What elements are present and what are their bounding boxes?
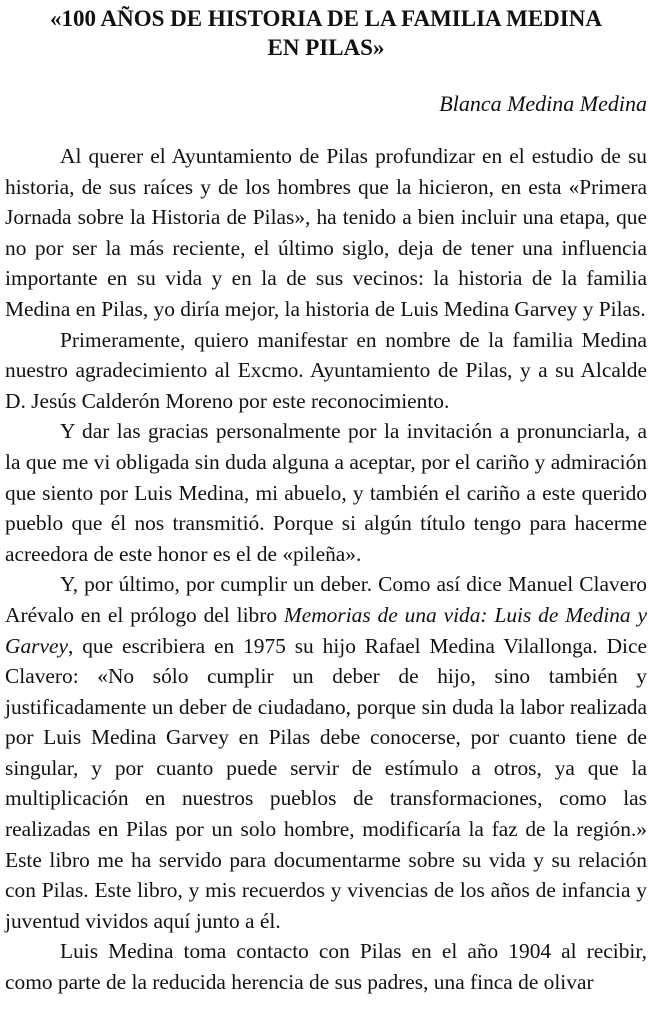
title-line-2: EN PILAS»	[267, 35, 385, 60]
book-title: Memorias de una vida: Luis de Medina y Garvey	[5, 602, 647, 658]
paragraph-5: Luis Medina toma contacto con Pilas en el año 1904 al recibir, como parte de la reducida herencia de sus padres, una finca de olivar	[5, 939, 647, 995]
author-name: Blanca Medina Medina	[439, 91, 647, 116]
article-body	[5, 141, 647, 998]
paragraph-4-after: , que escribiera en 1975 su hijo Rafael Medina Vilallonga. Dice Clavero: «No sólo cumplir un deber de hijo, sino también y justificadamente un deber de ciudadano, porque sin duda la labor realizada por Luis Medina Garvey en Pilas debe conocerse, por cuanto tiene de singular, y por cuanto puede servir de estímulo a otros, ya que la multiplicación en nuestros pueblos de transformaciones, como las realizadas en Pilas por un solo hombre, modificaría la faz de la región.» Este libro me ha servido para documentarme sobre su vida y su relación con Pilas. Este libro, y mis recuerdos y vivencias de los años de infancia y juventud vividos aquí junto a él.	[5, 633, 647, 933]
paragraph-2: Primeramente, quiero manifestar en nombre de la familia Medina nuestro agradecimiento al Excmo. Ayuntamiento de Pilas, y a su Alcalde D. Jesús Calderón Moreno por este reconocimiento.	[5, 327, 647, 413]
title-line-1: «100 AÑOS DE HISTORIA DE LA FAMILIA MEDINA	[50, 6, 602, 31]
paragraph-4	[5, 569, 647, 936]
paragraph-1: Al querer el Ayuntamiento de Pilas profundizar en el estudio de su historia, de sus raíces y de los hombres que la hicieron, en esta «Primera Jornada sobre la Historia de Pilas», ha tenido a bien incluir una etapa, que no por ser la más reciente, el último siglo, deja de tener una influencia importante en su vida y en la de sus vecinos: la historia de la familia Medina en Pilas, yo diría mejor, la historia de Luis Medina Garvey y Pilas.	[5, 144, 647, 321]
paragraph-4-before: Y, por último, por cumplir un deber. Como así dice Manuel Clavero Arévalo en el prólogo del libro	[5, 572, 647, 627]
document-title	[5, 4, 647, 62]
paragraph-3: Y dar las gracias personalmente por la invitación a pronunciarla, a la que me vi obligada sin duda alguna a aceptar, por el cariño y admiración que siento por Luis Medina, mi abuelo, y también el cariño a este querido pueblo que él nos transmitió. Porque si algún título tengo para hacerme acreedora de este honor es el de «pileña».	[5, 419, 647, 566]
